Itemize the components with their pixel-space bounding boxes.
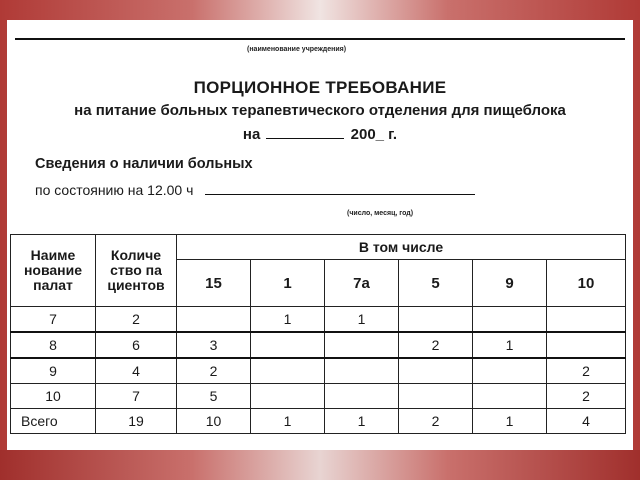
- diet-cell: [177, 307, 251, 333]
- date-blank: [266, 126, 344, 139]
- info-line: [35, 182, 475, 198]
- diet-cell: [473, 358, 547, 384]
- date-prefix: на: [242, 126, 261, 143]
- date-caption: (число, месяц, год): [347, 210, 414, 217]
- diet-cell: [473, 307, 547, 333]
- diet-cell: [547, 332, 626, 358]
- column-header-count: Количе ство па циентов: [96, 235, 177, 307]
- diet-cell: 2: [547, 384, 626, 409]
- document-sheet: [7, 20, 633, 450]
- diet-cell: [251, 358, 325, 384]
- info-title: Сведения о наличии больных: [35, 156, 253, 172]
- diet-header: 1: [251, 260, 325, 307]
- diet-cell: 2: [177, 358, 251, 384]
- document-title: ПОРЦИОННОЕ ТРЕБОВАНИЕ: [193, 78, 447, 97]
- table-row: [11, 307, 626, 333]
- date-suffix: 200_ г.: [350, 126, 398, 143]
- table-row: [11, 384, 626, 409]
- diet-cell: [399, 358, 473, 384]
- diet-header: 7а: [325, 260, 399, 307]
- diet-cell: 1: [251, 409, 325, 434]
- diet-header: 15: [177, 260, 251, 307]
- ward-cell: 9: [11, 358, 96, 384]
- diet-cell: 5: [177, 384, 251, 409]
- diet-cell: [325, 384, 399, 409]
- diet-cell: [399, 384, 473, 409]
- diet-cell: [399, 307, 473, 333]
- diet-cell: 1: [473, 409, 547, 434]
- ward-cell: 8: [11, 332, 96, 358]
- diet-cell: [251, 332, 325, 358]
- diet-cell: 1: [325, 409, 399, 434]
- info-date-blank: [205, 184, 475, 195]
- diet-cell: [473, 384, 547, 409]
- diet-header: 5: [399, 260, 473, 307]
- document-subtitle: на питание больных терапевтического отделения для пищеблока: [74, 102, 566, 119]
- count-cell: 7: [96, 384, 177, 409]
- patients-table: [10, 234, 626, 434]
- count-cell: 2: [96, 307, 177, 333]
- diet-cell: 2: [399, 409, 473, 434]
- diet-cell: 2: [399, 332, 473, 358]
- column-header-ward: Наиме нование палат: [11, 235, 96, 307]
- diet-cell: 1: [325, 307, 399, 333]
- column-group-header: В том числе: [177, 235, 626, 260]
- institution-caption: (наименование учреждения): [247, 46, 347, 53]
- diet-cell: [547, 307, 626, 333]
- diet-cell: 3: [177, 332, 251, 358]
- diet-header: 10: [547, 260, 626, 307]
- table-row: [11, 332, 626, 358]
- ward-cell: 10: [11, 384, 96, 409]
- count-cell: 4: [96, 358, 177, 384]
- diet-cell: [251, 384, 325, 409]
- diet-header: 9: [473, 260, 547, 307]
- background-band: [0, 450, 640, 480]
- ward-cell-total: Всего: [11, 409, 96, 434]
- diet-cell: 1: [473, 332, 547, 358]
- diet-cell: 1: [251, 307, 325, 333]
- count-cell: 6: [96, 332, 177, 358]
- document-date-line: [7, 126, 633, 143]
- count-cell: 19: [96, 409, 177, 434]
- diet-cell: [325, 358, 399, 384]
- institution-line: [15, 38, 625, 40]
- table-row-total: [11, 409, 626, 434]
- diet-cell: 4: [547, 409, 626, 434]
- diet-cell: 2: [547, 358, 626, 384]
- ward-cell: 7: [11, 307, 96, 333]
- diet-cell: [325, 332, 399, 358]
- info-line-text: по состоянию на 12.00 ч: [35, 182, 194, 198]
- table-row: [11, 358, 626, 384]
- diet-cell: 10: [177, 409, 251, 434]
